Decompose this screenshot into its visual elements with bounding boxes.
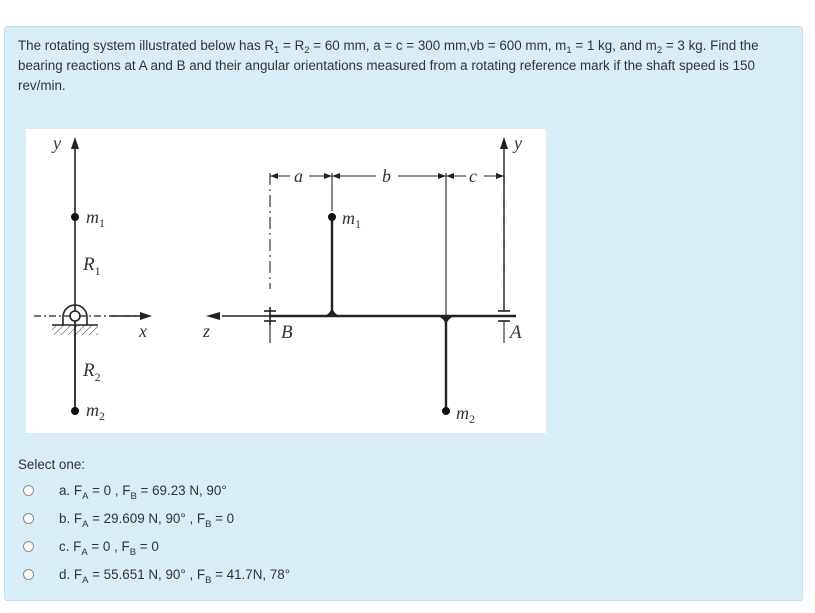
side-view-y-label: y — [514, 133, 522, 153]
bearing-a-label: A — [510, 322, 522, 343]
r2-label: $R_2$ — [83, 360, 101, 384]
bearing-b-label: B — [281, 322, 293, 343]
option-d-radio[interactable] — [23, 569, 34, 580]
select-one-label: Select one: — [18, 457, 85, 472]
option-b-radio[interactable] — [23, 513, 34, 524]
option-d-text: d. $F_A = 55.651$ N, 90° , $F_B = 41.7N$, 78° — [59, 566, 291, 586]
question-card — [4, 26, 803, 601]
bearing-b-symbol — [264, 307, 276, 343]
side-m2-mass-dot — [442, 407, 450, 415]
dimension-c-label: c — [469, 166, 477, 186]
option-a[interactable] — [23, 480, 227, 500]
end-view-y-label: y — [53, 133, 61, 153]
end-view-m2-label: $m_2$ — [86, 400, 105, 423]
option-a-text: a. $F_A = 0$ , $F_B = 69.23$ N, 90° — [59, 482, 227, 502]
m1-mass-dot — [71, 213, 79, 221]
side-m1-mass-dot — [328, 213, 336, 221]
side-view-z-label: z — [203, 321, 211, 341]
side-view-m1-label: $m_1$ — [342, 208, 361, 231]
option-a-radio[interactable] — [23, 485, 34, 496]
side-view-m2-label: $m_2$ — [456, 403, 475, 426]
option-c-radio[interactable] — [23, 541, 34, 552]
dimension-a-label: a — [294, 166, 303, 186]
question-text: The rotating system illustrated below has $R_1 = R_2 = 60$ mm, a = c = 300 mm,vb = 600 mm, $m_1 = 1$ kg, and $m_2 = 3$ kg. Find the bearing reactions at A and B and their angular orientations measured from a rotating reference mark if the shaft speed is 150 rev/min. — [18, 38, 759, 93]
rotating-system-figure — [26, 129, 546, 433]
option-b-text: b. $F_A = 29.609$ N, 90° , $F_B = 0$ — [59, 510, 235, 530]
dimension-b-label: b — [382, 166, 391, 186]
side-view — [202, 133, 522, 426]
option-d[interactable] — [23, 564, 290, 584]
option-c-text: c. $F_A = 0$ , $F_B = 0$ — [59, 538, 159, 558]
end-view-m1-label: $m_1$ — [86, 207, 105, 230]
end-view-x-label: x — [139, 321, 147, 341]
option-c[interactable] — [23, 536, 159, 556]
m2-mass-dot — [71, 407, 79, 415]
option-b[interactable] — [23, 508, 234, 528]
end-view — [34, 133, 152, 423]
r1-label: $R_1$ — [83, 254, 101, 278]
